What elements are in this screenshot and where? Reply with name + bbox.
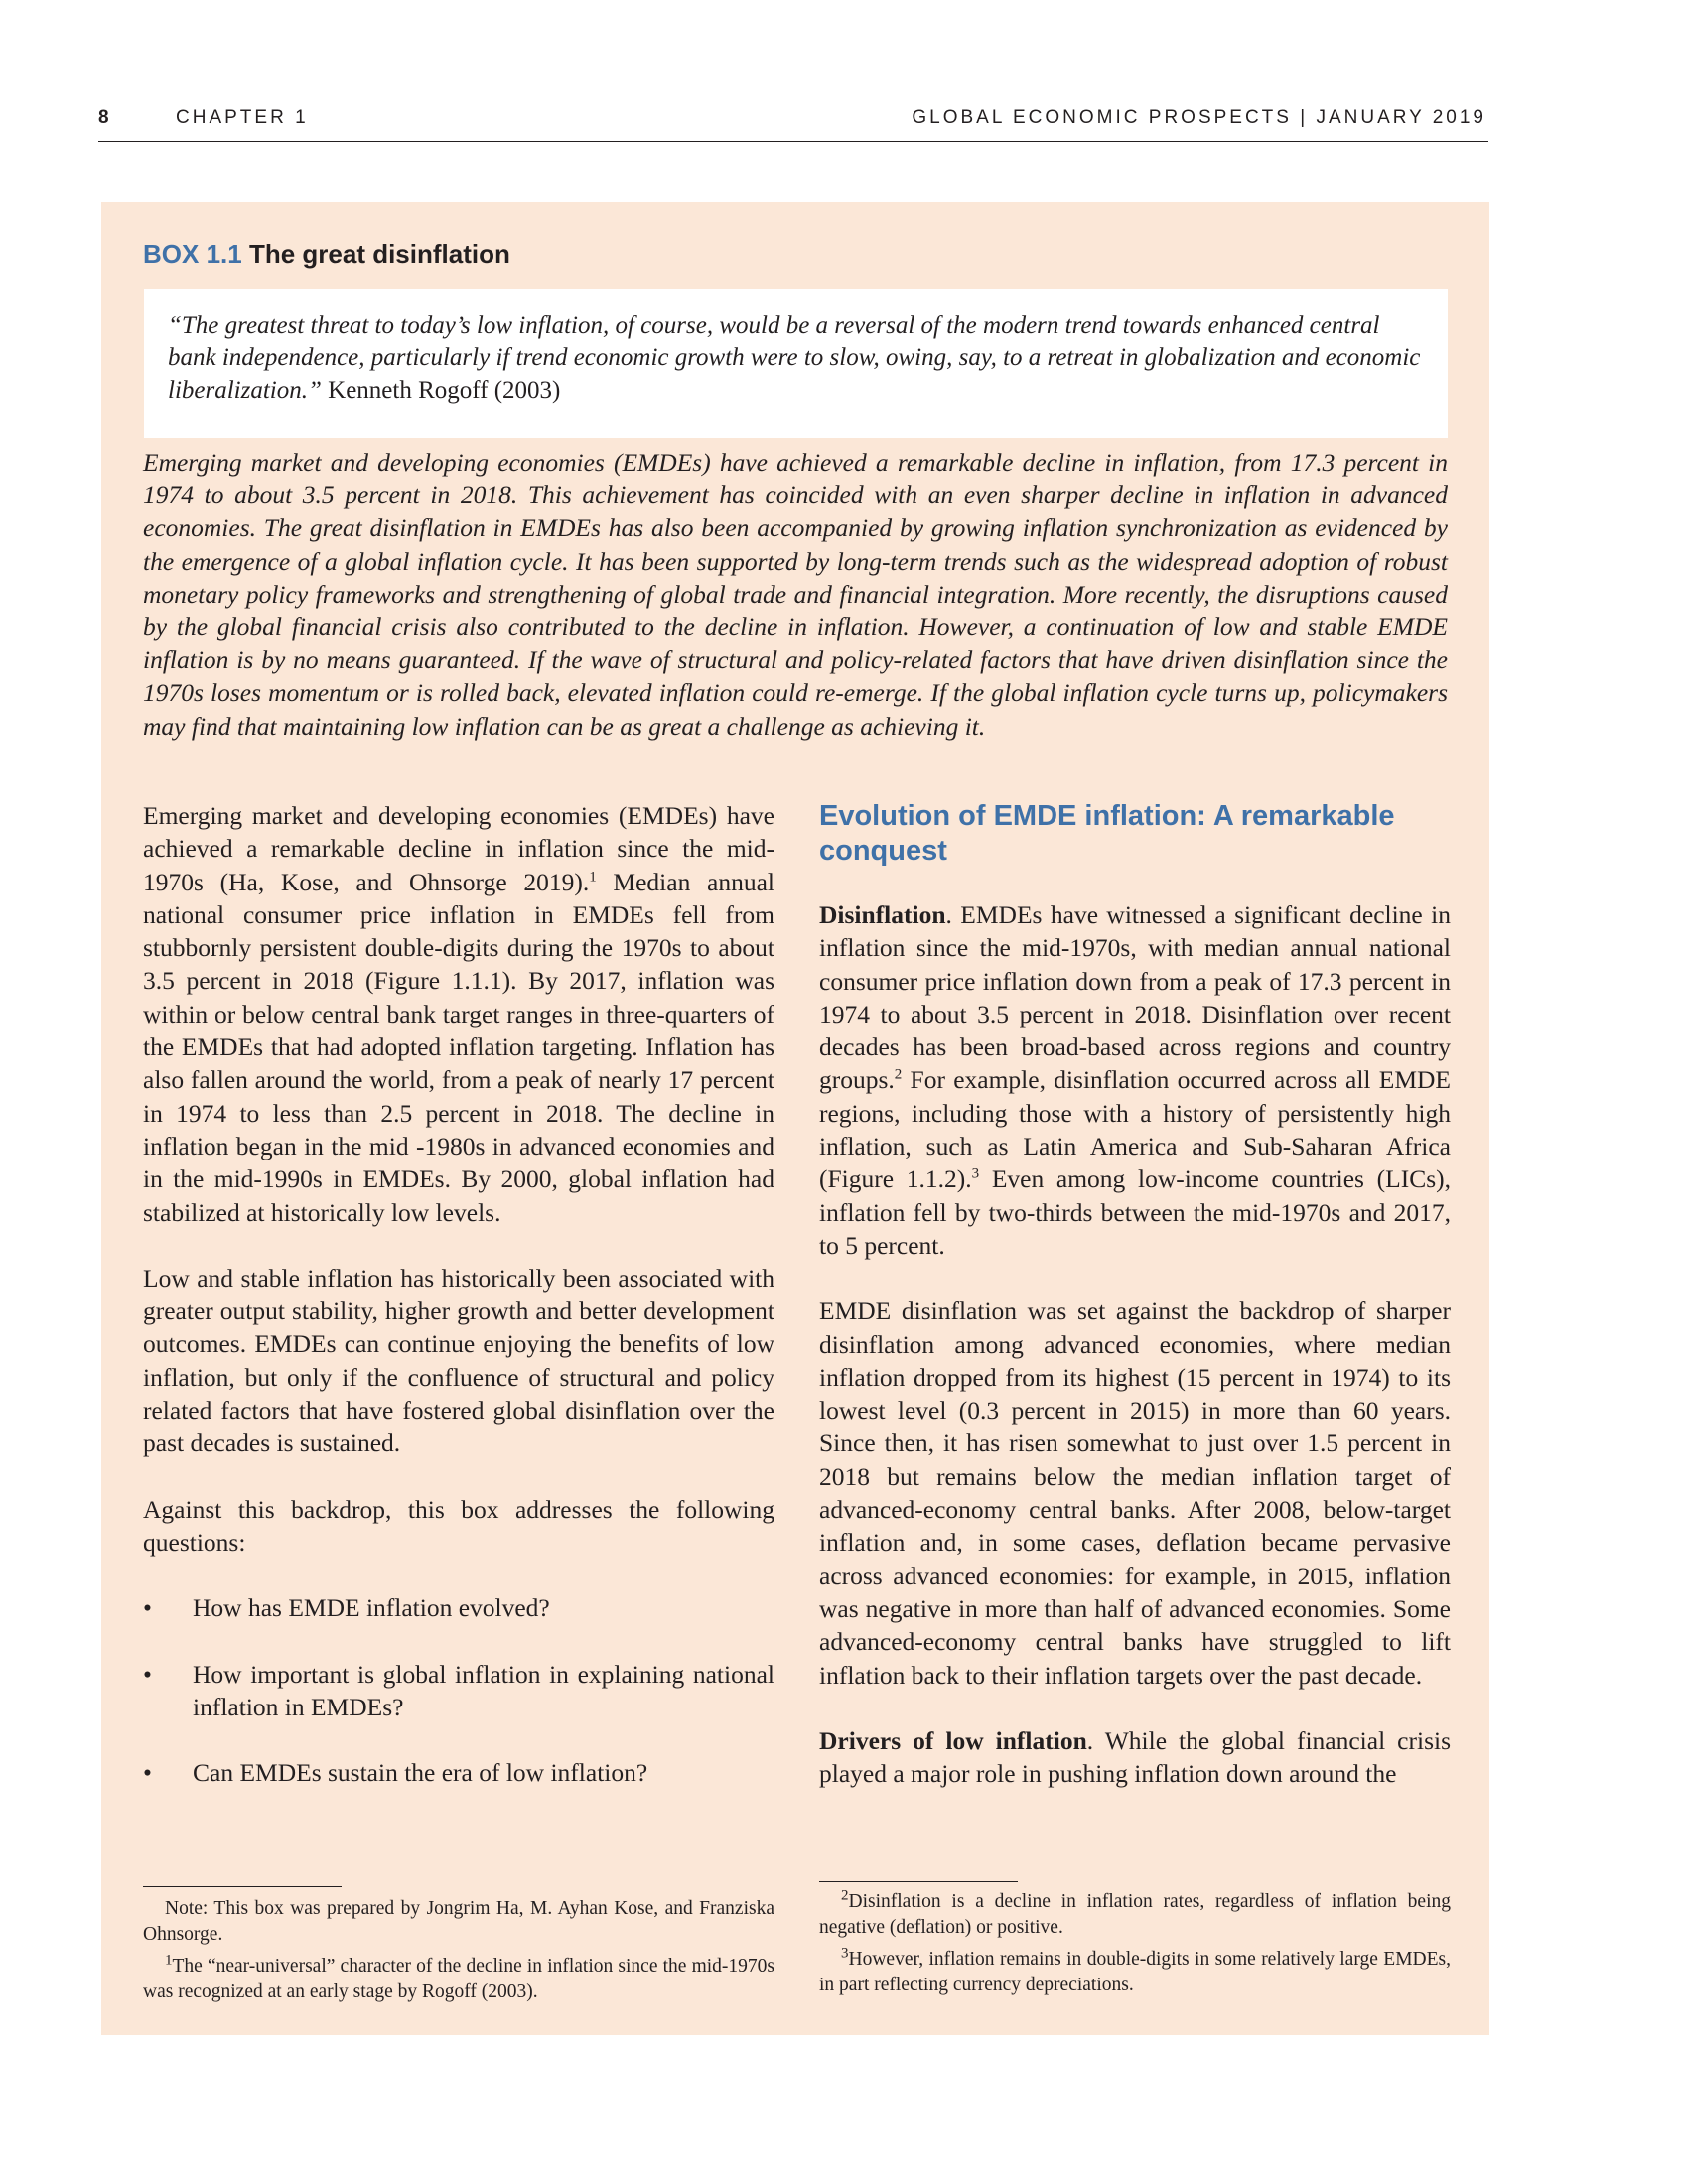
footnote-divider-right [819, 1881, 1018, 1882]
page-number: 8 [98, 107, 109, 128]
chapter-label: CHAPTER 1 [176, 107, 309, 128]
left-paragraph-1 [143, 799, 774, 1229]
footnote-1-number: 1 [165, 1952, 173, 1969]
quote-attribution: Kenneth Rogoff (2003) [328, 377, 561, 404]
left-column [143, 799, 774, 1822]
question-list [143, 1591, 774, 1789]
left-paragraph-1-text-a: Emerging market and developing economies (EMDEs) have achieved a remarkable decline in inflation since the mid-1970s (Ha, Kose, and Ohnsorge 2019). [143, 801, 774, 896]
bullet-icon: • [143, 1758, 152, 1788]
footnote-3-number: 3 [841, 1945, 849, 1962]
bullet-icon: • [143, 1659, 152, 1689]
footnote-2-text: Disinflation is a decline in inflation rates, regardless of inflation being negative (deflation) or positive. [819, 1891, 1451, 1938]
right-paragraph-2: EMDE disinflation was set against the backdrop of sharper disinflation among advanced economies, where median inflation dropped from its highest (15 percent in 1974) to its lowest level (0.3 percent in 2015) in more than 60 years. Since then, it has risen somewhat to just over 1.5 percent in 2018 but remains below the median inflation target of advanced-economy central banks. After 2008, below-target inflation and, in some cases, deflation became pervasive across advanced economies: for example, in 2015, inflation was negative in more than half of advanced economies. Some advanced-economy central banks have struggled to lift inflation back to their inflation targets over the past decade. [819, 1297, 1451, 1690]
footnote-ref-3: 3 [971, 1165, 980, 1182]
run-in-heading-drivers: Drivers of low inflation [819, 1725, 1087, 1755]
left-paragraph-2: Low and stable inflation has historically been associated with greater output stability, higher growth and better development outcomes. EMDEs can continue enjoying the benefits of low inflation, but only if the confluence of structural and policy related factors that have fostered global disinflation over the past decades is sustained. [143, 1263, 774, 1458]
footnote-divider-left [143, 1886, 342, 1887]
footnote-2 [819, 1889, 1451, 1941]
footnotes-left [143, 1896, 774, 2011]
footnote-ref-1: 1 [589, 869, 597, 886]
right-paragraph-1-text-b: For example, disinflation occurred across all EMDE regions, including those with a history of persistently high inflation, such as Latin America and Sub-Saharan Africa (Figure 1.1.2). [819, 1065, 1451, 1194]
footnote-1 [143, 1954, 774, 2005]
page-header [98, 107, 1488, 142]
right-paragraph-1-text-a: . EMDEs have witnessed a significant decline in inflation since the mid-1970s, with median annual national consumer price inflation down from a peak of 17.3 percent in 1974 to about 3.5 percent in 2018. Disinflation over recent decades has been broad-based across regions and country groups. [819, 900, 1451, 1095]
box-title [143, 239, 510, 270]
question-text: Can EMDEs sustain the era of low inflation? [193, 1758, 648, 1788]
left-paragraph-1-text-b: Median annual national consumer price inflation in EMDEs fell from stubbornly persistent double-digits during the 1970s to about 3.5 percent in 2018 (Figure 1.1.1). By 2017, inflation was within or below central bank target ranges in three-quarters of the EMDEs that had adopted inflation targeting. Inflation has also fallen around the world, from a peak of nearly 17 percent in 1974 to less than 2.5 percent in 2018. The decline in inflation began in the mid -1980s in advanced economies and in the mid-1990s in EMDEs. By 2000, global inflation had stabilized at historically low levels. [143, 867, 774, 1227]
right-paragraph-3 [819, 1724, 1451, 1791]
footnote-1-text: The “near-universal” character of the decline in inflation since the mid-1970s was recognized at an early stage by Rogoff (2003). [143, 1956, 774, 2002]
section-heading: Evolution of EMDE inflation: A remarkable conquest [819, 800, 1395, 867]
footnote-3 [819, 1947, 1451, 1998]
box-abstract: Emerging market and developing economies (EMDEs) have achieved a remarkable decline in inflation, from 17.3 percent in 1974 to about 3.5 percent in 2018. This achievement has coincided with an even sharper decline in inflation in advanced economies. The great disinflation in EMDEs has also been accompanied by growing inflation synchronization as evidenced by the emergence of a global inflation cycle. It has been supported by long-term trends such as the widespread adoption of robust monetary policy frameworks and strengthening of global trade and financial integration. More recently, the disruptions caused by the global financial crisis also contributed to the decline in inflation. However, a continuation of low and stable EMDE inflation is by no means guaranteed. If the wave of structural and policy-related factors that have driven disinflation since the 1970s loses momentum or is rolled back, elevated inflation could re-emerge. If the global inflation cycle turns up, policymakers may find that maintaining low inflation can be as great a challenge as achieving it. [143, 448, 1448, 741]
box-note: Note: This box was prepared by Jongrim Ha, M. Ayhan Kose, and Franziska Ohnsorge. [143, 1898, 774, 1945]
question-text: How has EMDE inflation evolved? [193, 1593, 550, 1623]
question-item [143, 1756, 774, 1789]
question-item [143, 1658, 774, 1724]
bullet-icon: • [143, 1593, 152, 1623]
box-label: BOX 1.1 [143, 239, 242, 269]
footnotes-right [819, 1889, 1451, 2004]
run-in-heading-disinflation: Disinflation [819, 900, 946, 929]
box-title-text: The great disinflation [248, 239, 510, 269]
footnote-2-number: 2 [841, 1887, 849, 1904]
question-item [143, 1591, 774, 1624]
footnote-3-text: However, inflation remains in double-digits in some relatively large EMDEs, in part reflecting currency depreciations. [819, 1949, 1451, 1995]
right-paragraph-3-text: . While the global financial crisis played a major role in pushing inflation down around the [819, 1725, 1451, 1789]
question-text: How important is global inflation in explaining national inflation in EMDEs? [193, 1659, 774, 1721]
right-paragraph-1-text-c: Even among low-income countries (LICs), inflation fell by two-thirds between the mid-1970s and 2017, to 5 percent. [819, 1164, 1451, 1260]
quote-panel [144, 289, 1448, 438]
box-panel [101, 202, 1489, 2035]
right-column [819, 799, 1451, 1823]
quote-text: “The greatest threat to today’s low inflation, of course, would be a reversal of the modern trend towards enhanced central bank independence, particularly if trend economic growth were to slow, owing, say, to a retreat in globalization and economic liberalization.” [168, 312, 1421, 404]
right-paragraph-1 [819, 898, 1451, 1262]
left-paragraph-3: Against this backdrop, this box addresses the following questions: [143, 1494, 774, 1557]
footnote-ref-2: 2 [894, 1066, 903, 1083]
publication-title: GLOBAL ECONOMIC PROSPECTS | JANUARY 2019 [912, 107, 1486, 128]
